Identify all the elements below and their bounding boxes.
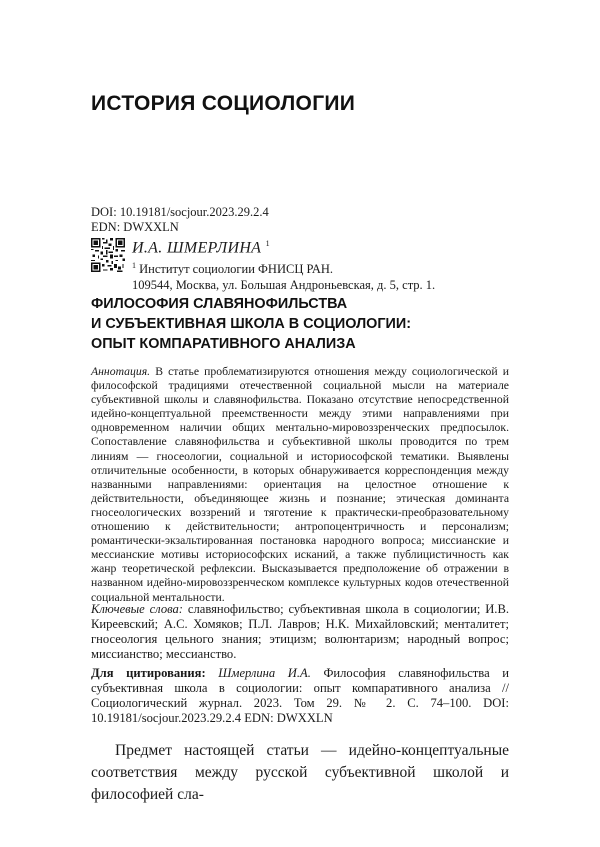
- keywords-text: славянофильство; субъективная школа в социологии; И.В. Киреевский; А.С. Хомяков; П.Л. Лавров; Н.К. Михайловский; менталитет; гносеология цельного знания; этицизм; волюнтаризм; народный вопрос; миссианство; мессианство.: [91, 602, 509, 661]
- article-title: ФИЛОСОФИЯ СЛАВЯНОФИЛЬСТВА И СУБЪЕКТИВНАЯ ШКОЛА В СОЦИОЛОГИИ: ОПЫТ КОМПАРАТИВНОГО АНАЛИЗА: [91, 296, 412, 352]
- citation-author: Шмерлина И.А.: [218, 666, 311, 680]
- edn-line: EDN: DWXXLN: [91, 220, 179, 234]
- body-paragraph: Предмет настоящей статьи — идейно-концептуальные соответствия между русской субъективной школой и философией сла-: [91, 742, 509, 803]
- keywords: [91, 602, 509, 662]
- author-name: И.А. ШМЕРЛИНА $^1$: [132, 239, 270, 257]
- citation-text: Философия славянофильства и субъективная школа в социологии: опыт компаративного анализа // Социологический журнал. 2023. Том 29. № 2. С. 74–100. DOI: 10.19181/socjour.2023.29.2.4 EDN: DWXXLN: [91, 666, 509, 725]
- citation: [91, 666, 509, 726]
- citation-label: Для цитирования:: [91, 666, 206, 680]
- section-heading: ИСТОРИЯ СОЦИОЛОГИИ: [91, 92, 356, 115]
- abstract-label: Аннотация.: [91, 365, 151, 378]
- affiliation: $^1$ Институт социологии ФНИСЦ РАН. 109544, Москва, ул. Большая Андроньевская, д. 5, стр. 1.: [132, 261, 436, 293]
- abstract-text: В статье проблематизируются отношения между социологической и философской традициями отечественной социальной мысли на материале субъективной школы и славянофильства. Показано отсутствие непосредственной идейно-концептуальной преемственности между этими направлениями при одновременном наличии общих ментально-мировоззренческих предпосылок. Сопоставление славянофильства и субъективной школы проводится по трем линиям — гносеологии, социальной и историософской тематики. Выявлены отличительные особенности, в которых обнаруживается корреспонденция между названными направлениями: ориентация на целостное отношение к действительности, объединяющее жизнь и познание; этическая доминанта гносеологических воззрений и тяготение к практически-преобразовательному отношению к действительности; антропоцентричность и персонализм; романтически-экзальтированная постановка народного вопроса; миссианские и мессианские мотивы историософских исканий, а также публицистичность как жанр теоретической рефлексии. Высказывается предположение об отражении в названном идейно-мировоззренческом комплексе культурных кодов отечественной социальной ментальности.: [91, 365, 509, 604]
- article-meta: [91, 205, 269, 235]
- doi-line[interactable]: DOI: 10.19181/socjour.2023.29.2.4: [91, 205, 269, 219]
- qr-code-icon: [91, 238, 125, 272]
- abstract: [91, 365, 509, 605]
- keywords-label: Ключевые слова:: [91, 602, 183, 616]
- author-block: [132, 235, 435, 293]
